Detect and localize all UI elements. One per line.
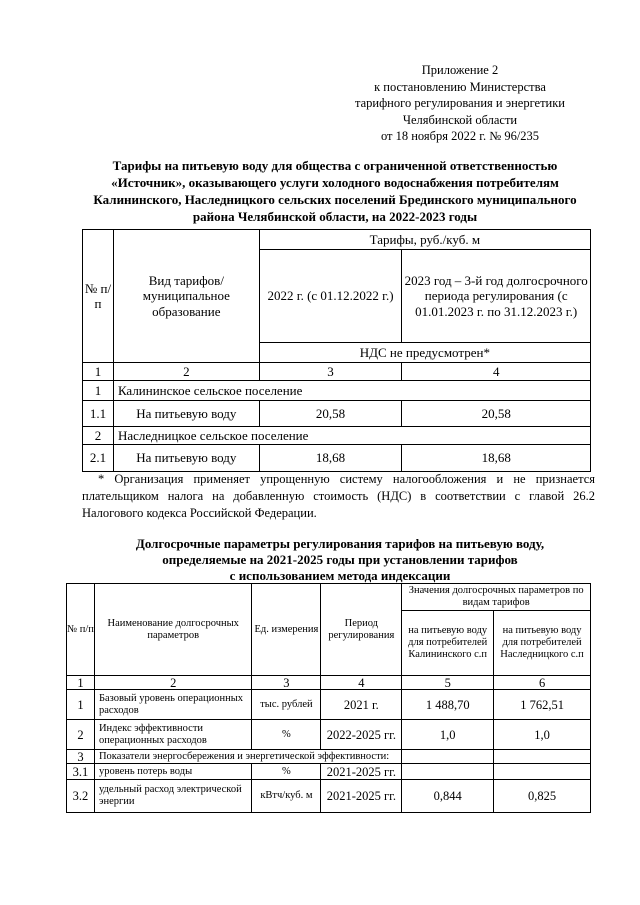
col-number: 3 xyxy=(259,363,402,381)
row-name: уровень потерь воды xyxy=(94,764,252,780)
value-kalin xyxy=(402,764,494,780)
row-num: 1 xyxy=(83,381,114,401)
footnote-text: * Организация применяет упрощенную систему налогообложения и не признается плательщиком налога на добавленную стоимость (НДС) в соответствии с главой 26.2 Налогового кодекса Российской Федерации. xyxy=(82,472,595,520)
header-cell-type: Вид тарифов/ муниципальное образование xyxy=(113,230,259,363)
title-line: Долгосрочные параметры регулирования тарифов на питьевую воду, xyxy=(135,536,545,551)
appendix-header xyxy=(330,62,590,145)
header-line: от 18 ноября 2022 г. № 96/235 xyxy=(380,129,540,143)
header-line: Приложение 2 xyxy=(421,63,499,77)
tariff-title xyxy=(70,157,600,225)
row-num: 3.1 xyxy=(67,764,95,780)
row-period: 2021-2025 гг. xyxy=(321,780,402,813)
params-table xyxy=(66,583,591,813)
empty-cell xyxy=(402,750,494,764)
col-number: 2 xyxy=(113,363,259,381)
header-cell-2023: 2023 год – 3-й год долгосрочного периода регулирования (с 01.01.2023 г. по 31.12.2023 г.) xyxy=(402,250,591,343)
value-kalin: 1 488,70 xyxy=(402,690,494,720)
col-number: 2 xyxy=(94,676,252,690)
row-num: 3 xyxy=(67,750,95,764)
value-kalin: 0,844 xyxy=(402,780,494,813)
row-name: На питьевую воду xyxy=(113,445,259,472)
col-number: 4 xyxy=(321,676,402,690)
params-title xyxy=(80,536,600,584)
row-unit: % xyxy=(252,720,321,750)
row-unit: кВтч/куб. м xyxy=(252,780,321,813)
header-cell-num: № п/п xyxy=(83,230,114,363)
table-row xyxy=(67,780,591,813)
row-name: удельный расход электрической энергии xyxy=(94,780,252,813)
section-label: Показатели энергосбережения и энергетической эффективности: xyxy=(94,750,401,764)
value-kalin: 1,0 xyxy=(402,720,494,750)
header-cell-unit: Ед. измерения xyxy=(252,584,321,676)
header-cell-2022: 2022 г. (с 01.12.2022 г.) xyxy=(259,250,402,343)
vat-footnote xyxy=(82,471,595,522)
row-num: 2 xyxy=(83,427,114,445)
title-line: Калининского, Наследницкого сельских поселений Брединского муниципального xyxy=(93,192,577,207)
title-line: с использованием метода индексации xyxy=(229,568,451,583)
row-unit: % xyxy=(252,764,321,780)
table-row xyxy=(67,750,591,764)
row-name: Индекс эффективности операционных расходов xyxy=(94,720,252,750)
col-number: 6 xyxy=(494,676,591,690)
value-2022: 20,58 xyxy=(259,401,402,427)
value-2023: 20,58 xyxy=(402,401,591,427)
row-name: Базовый уровень операционных расходов xyxy=(94,690,252,720)
title-line: района Челябинской области, на 2022-2023 годы xyxy=(192,209,478,224)
title-line: Тарифы на питьевую воду для общества с ограниченной ответственностью xyxy=(112,158,558,173)
row-name: На питьевую воду xyxy=(113,401,259,427)
row-period: 2021-2025 гг. xyxy=(321,764,402,780)
header-cell-values: Значения долгосрочных параметров по видам тарифов xyxy=(402,584,591,611)
value-nasl xyxy=(494,764,591,780)
title-line: определяемые на 2021-2025 годы при установлении тарифов xyxy=(162,552,518,567)
header-cell-period: Период регулирования xyxy=(321,584,402,676)
header-cell-num: № п/п xyxy=(67,584,95,676)
row-num: 1.1 xyxy=(83,401,114,427)
header-line: тарифного регулирования и энергетики xyxy=(354,96,566,110)
value-nasl: 1 762,51 xyxy=(494,690,591,720)
value-nasl: 1,0 xyxy=(494,720,591,750)
col-number: 1 xyxy=(67,676,95,690)
row-unit: тыс. рублей xyxy=(252,690,321,720)
table-row xyxy=(67,764,591,780)
header-cell-nasl: на питьевую воду для потребителей Наследницкого с.п xyxy=(494,611,591,676)
row-period: 2021 г. xyxy=(321,690,402,720)
col-number: 3 xyxy=(252,676,321,690)
col-number: 4 xyxy=(402,363,591,381)
empty-cell xyxy=(494,750,591,764)
col-number: 5 xyxy=(402,676,494,690)
table-row xyxy=(83,427,591,445)
row-num: 2.1 xyxy=(83,445,114,472)
table-row xyxy=(67,720,591,750)
header-cell-kalin: на питьевую воду для потребителей Калининского с.п xyxy=(402,611,494,676)
value-2023: 18,68 xyxy=(402,445,591,472)
header-cell-name: Наименование долгосрочных параметров xyxy=(94,584,252,676)
table-row xyxy=(83,401,591,427)
row-num: 2 xyxy=(67,720,95,750)
tariff-table xyxy=(82,229,591,472)
section-label: Калининское сельское поселение xyxy=(113,381,590,401)
header-cell-tariffs: Тарифы, руб./куб. м xyxy=(259,230,590,250)
row-num: 3.2 xyxy=(67,780,95,813)
table-row xyxy=(83,381,591,401)
header-cell-vat: НДС не предусмотрен* xyxy=(259,343,590,363)
col-number: 1 xyxy=(83,363,114,381)
table-row xyxy=(83,445,591,472)
header-line: Челябинской области xyxy=(402,112,518,127)
row-num: 1 xyxy=(67,690,95,720)
header-line: к постановлению Министерства xyxy=(374,79,546,94)
section-label: Наследницкое сельское поселение xyxy=(113,427,590,445)
value-2022: 18,68 xyxy=(259,445,402,472)
value-nasl: 0,825 xyxy=(494,780,591,813)
table-row xyxy=(67,690,591,720)
row-period: 2022-2025 гг. xyxy=(321,720,402,750)
title-line: «Источник», оказывающего услуги холодного водоснабжения потребителям xyxy=(111,175,559,190)
